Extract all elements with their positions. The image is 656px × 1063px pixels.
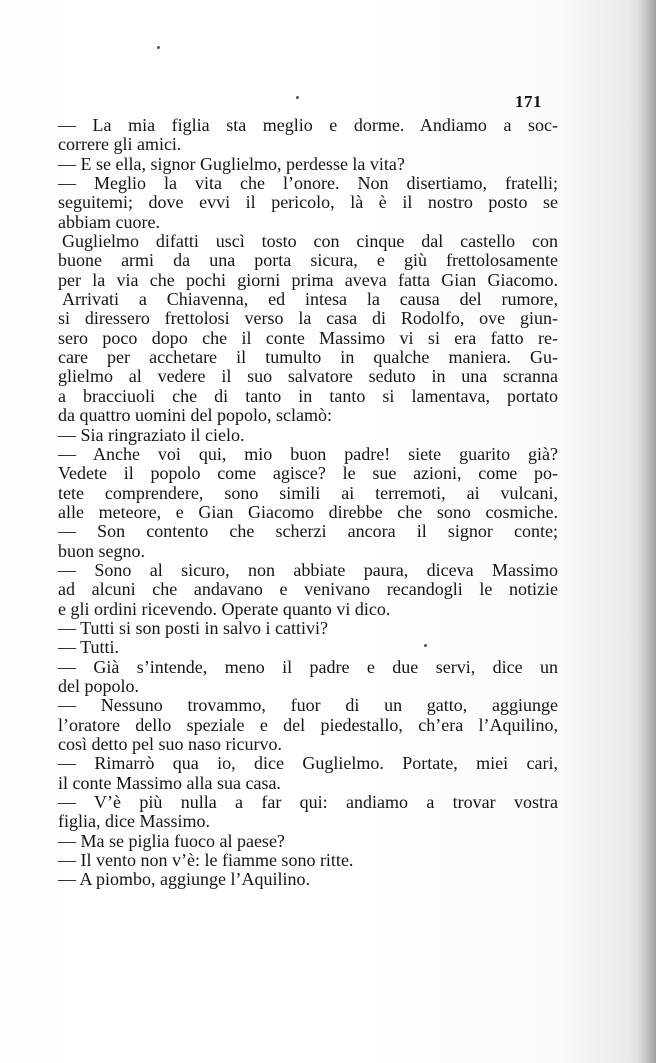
text-line: da quattro uomini del popolo, sclamò: (58, 405, 332, 426)
text-line: del popolo. (58, 675, 139, 696)
text-line: care per acchetare il tumulto in qualche maniera. Gu- (58, 347, 558, 368)
text-line: — Tutti si son posti in salvo i cattivi? (58, 617, 329, 638)
text-line: sero poco dopo che il conte Massimo vi si era fatto re- (58, 327, 558, 348)
text-line: — E se ella, signor Guglielmo, perdesse la vita? (58, 153, 405, 174)
text-line: si diressero frettolosi verso la casa di Rodolfo, ove giun- (58, 308, 558, 329)
text-line: buon segno. (58, 540, 145, 561)
text-line: — V’è più nulla a far qui: andiamo a trovar vostra (58, 792, 558, 813)
text-line: e gli ordini ricevendo. Operate quanto vi dico. (58, 598, 391, 619)
text-line: il conte Massimo alla sua casa. (58, 772, 281, 793)
text-line: glielmo al vedere il suo salvatore seduto in una scranna (58, 366, 558, 387)
text-line: — Meglio la vita che l’onore. Non disertiamo, fratelli; (58, 173, 558, 194)
page-edge-shadow (638, 0, 656, 1063)
text-line: — Tutti. (58, 637, 120, 658)
text-line: così detto pel suo naso ricurvo. (58, 734, 282, 754)
text-line: — Son contento che scherzi ancora il signor conte; (58, 521, 558, 542)
text-line: — A piombo, aggiunge l’Aquilino. (58, 869, 310, 890)
page-number: 171 (515, 92, 542, 111)
text-line: per la via che pochi giorni prima aveva fatta Gian Giacomo. (58, 269, 558, 290)
text-line: — Già s’intende, meno il padre e due servi, dice un (58, 656, 558, 677)
text-line: alle meteore, e Gian Giacomo direbbe che sono cosmiche. (58, 501, 558, 522)
text-line: — Il vento non v’è: le fiamme sono ritte. (58, 850, 354, 871)
text-line: a bracciuoli che di tanto in tanto si lamentava, portato (58, 385, 558, 406)
text-line: — Sia ringraziato il cielo. (58, 424, 245, 445)
print-speck (296, 96, 299, 99)
text-line: — Ma se piglia fuoco al paese? (58, 830, 285, 851)
text-line: buone armi da una porta sicura, e giù frettolosamente (58, 250, 558, 271)
text-line: seguitemi; dove evvi il pericolo, là è il nostro posto se (58, 192, 558, 213)
text-line: Arrivati a Chiavenna, ed intesa la causa del rumore, (62, 289, 558, 310)
text-line: tete comprendere, sono simili ai terremoti, ai vulcani, (58, 482, 558, 503)
text-line: ad alcuni che andavano e venivano recandogli le notizie (58, 579, 558, 600)
body-text (58, 116, 558, 890)
text-line: abbiam cuore. (58, 211, 160, 232)
text-line: — Anche voi qui, mio buon padre! siete guarito già? (58, 443, 558, 464)
print-speck (157, 46, 160, 49)
text-line: — Sono al sicuro, non abbiate paura, diceva Massimo (58, 559, 558, 580)
text-line: Vedete il popolo come agisce? le sue azioni, come po- (58, 463, 558, 484)
text-line: — La mia figlia sta meglio e dorme. Andiamo a soc- (58, 115, 558, 135)
text-line: figlia, dice Massimo. (58, 811, 210, 832)
text-line: correre gli amici. (58, 134, 182, 155)
text-line: Guglielmo difatti uscì tosto con cinque dal castello con (62, 231, 558, 252)
text-line: — Rimarrò qua io, dice Guglielmo. Portate, miei cari, (58, 753, 558, 774)
text-line: l’oratore dello speziale e del piedestallo, ch’era l’Aquilino, (58, 714, 558, 735)
text-line: — Nessuno trovammo, fuor di un gatto, aggiunge (58, 695, 558, 716)
